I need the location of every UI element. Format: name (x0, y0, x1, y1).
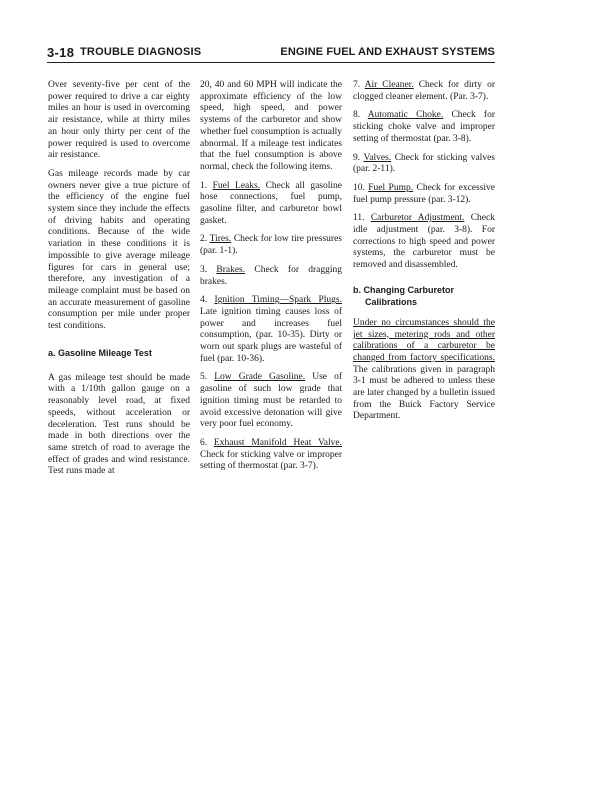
list-item: 7. Air Cleaner. Check for dirty or clogged cleaner element. (Par. 3-7). (353, 80, 495, 102)
item-title: Fuel Pump. (368, 182, 414, 193)
page-header (47, 45, 495, 59)
list-item: 2. Tires. Check for low tire pressures (par. 1-1). (200, 234, 342, 257)
paragraph: Gas mileage records made by car owners never give a true picture of the efficiency of the engine fuel system since they include the effects of driving habits and operating conditions. Because of the wide variation in these conditions it is impossible to give average mileage figures for cars in general use; therefore, any investigation of a mileage complaint must be based on an accurate measurement of gasoline consumption per mile under proper test conditions. (48, 168, 190, 332)
column-3 (353, 80, 495, 430)
list-item: 3. Brakes. Check for dragging brakes. (200, 264, 342, 287)
paragraph: 20, 40 and 60 MPH will indicate the approximate efficiency of the low speed, high speed, and power systems of the carburetor and show whether fuel consumption is actually abnormal. If a mileage test indicates that the fuel consumption is above normal, check the following items. (200, 80, 342, 172)
item-title: Carburetor Adjustment. (370, 213, 465, 224)
item-title: Ignition Timing—Spark Plugs. (214, 295, 342, 306)
list-item: 11. Carburetor Adjustment. Check idle adjustment (par. 3-8). For corrections to high speed and power systems, the carburetor must be removed and disassembled. (353, 213, 495, 271)
list-item: 10. Fuel Pump. Check for excessive fuel pump pressure (par. 3-12). (353, 182, 496, 205)
header-rule (47, 62, 495, 63)
subheading (353, 284, 495, 308)
paragraph: A gas mileage test should be made with a 1/10th gallon gauge on a reasonably level road, at fixed speeds, without acceleration or deceleration. Test runs should be made in both directions over the same stretch of road to average the effect of grades and wind resistance. Test runs made at (48, 372, 190, 477)
list-item: 1. Fuel Leaks. Check all gasoline hose connections, fuel pump, gasoline filter, and carburetor bowl gasket. (200, 180, 342, 226)
item-title: Low Grade Gasoline. (214, 372, 306, 383)
item-title: Air Cleaner. (364, 80, 414, 90)
underlined-text: Under no circumstances should the jet sizes, metering rods and other calibrations of a carburetor be changed from factory specifications. (353, 317, 495, 363)
paragraph: Over seventy-five per cent of the power required to drive a car eighty miles an hour is used in overcoming air resistance, while at thirty miles an hour only thirty per cent of the power required is used to overcome air resistance. (48, 80, 190, 161)
list-item: 5. Low Grade Gasoline. Use of gasoline of such low grade that ignition timing must be retarded to avoid excessive detonation will give very poor fuel economy. (200, 372, 343, 430)
list-item: 6. Exhaust Manifold Heat Valve. Check for sticking valve or improper setting of thermostat (par. 3-7). (200, 437, 343, 472)
item-title: Exhaust Manifold Heat Valve. (213, 437, 343, 448)
column-1 (48, 80, 190, 485)
item-title: Automatic Choke. (367, 110, 444, 121)
page-number: 3-18 (47, 45, 75, 60)
item-title: Valves. (363, 152, 392, 163)
paragraph: Under no circumstances should the jet sizes, metering rods and other calibrations of a carburetor be changed from factory specifications. The calibrations given in paragraph 3-1 must be adhered to unless these are later changed by a bulletin issued from the Buick Factory Service Department. (353, 317, 495, 422)
column-2 (200, 80, 342, 480)
chapter-title: ENGINE FUEL AND EXHAUST SYSTEMS (280, 46, 495, 58)
item-title: Brakes. (216, 264, 246, 275)
list-item: 8. Automatic Choke. Check for sticking choke valve and improper setting of thermostat (par. 3-8). (353, 110, 495, 144)
list-item: 4. Ignition Timing—Spark Plugs. Late ignition timing causes loss of power and increases fuel consumption, (par. 10-35). Dirty or worn out spark plugs are wasteful of fuel (par. 10-36). (200, 295, 342, 364)
item-title: Tires. (209, 234, 232, 245)
item-title: Fuel Leaks. (212, 180, 261, 191)
subheading: a. Gasoline Mileage Test (48, 347, 152, 358)
list-item: 9. Valves. Check for sticking valves (par. 2-11). (353, 152, 495, 175)
section-title: TROUBLE DIAGNOSIS (80, 46, 202, 58)
subheading-line: b. Changing Carburetor (353, 284, 454, 295)
subheading-line: Calibrations (365, 296, 418, 307)
